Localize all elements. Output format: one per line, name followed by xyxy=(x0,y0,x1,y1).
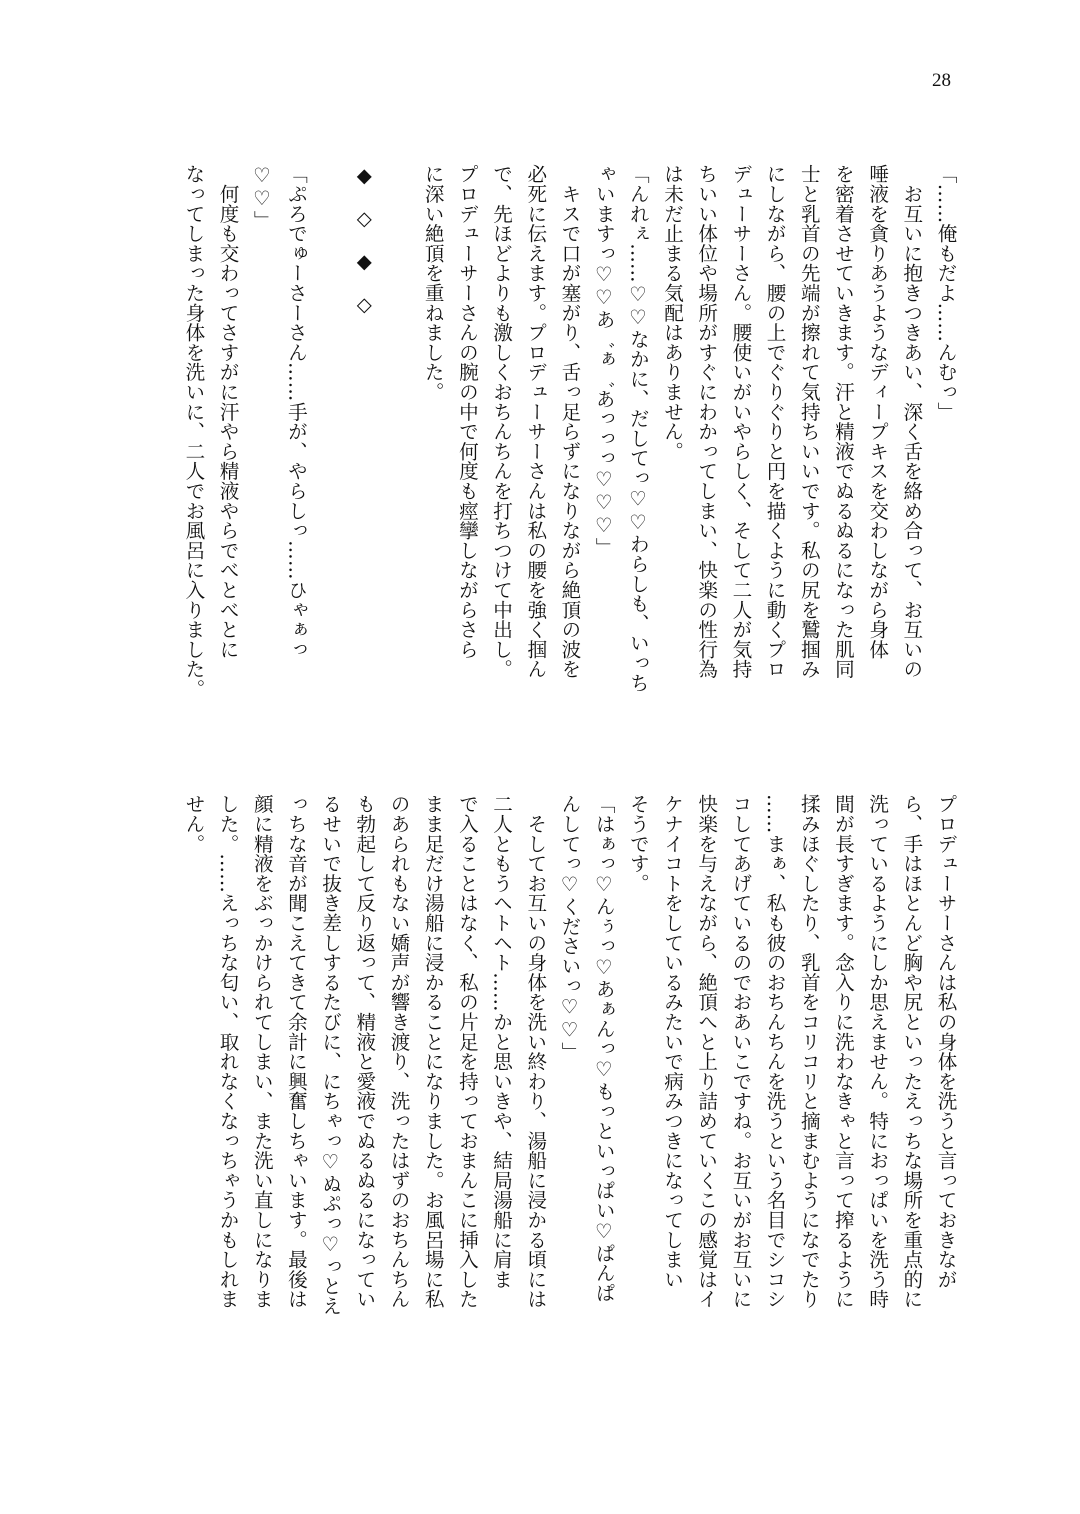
upper-text-tier xyxy=(162,164,962,764)
text-column: ◆ ◇ ◆ ◇ xyxy=(352,164,376,317)
text-column: 「はぁっ♡んぅっ♡あぁんっ♡もっといっぱい♡ぱんぱ xyxy=(592,794,616,1303)
text-column: を密着させていきます。汗と精液でぬるぬるになった肌同 xyxy=(831,164,855,679)
text-column: プロデューサーさんは私の身体を洗うと言っておきなが xyxy=(934,794,957,1289)
text-column: 間が長すぎます。念入りに洗わなきゃと言って搾るように xyxy=(831,794,855,1309)
text-column: で、先ほどよりも激しくおちんちんを打ちつけて中出し。 xyxy=(489,164,513,679)
page-number: 28 xyxy=(932,70,951,91)
text-column: 唾液を貪りあうようなディープキスを交わしながら身体 xyxy=(865,164,889,659)
text-column: っちな音が聞こえてきて余計に興奮しちゃいます。最後は xyxy=(284,794,308,1309)
text-column: せん。 xyxy=(181,794,205,854)
text-column: 何度も交わってさすがに汗やら精液やらでべとべとに xyxy=(216,164,240,659)
text-column: ……まぁ、私も彼のおちんちんを洗うという名目でシコシ xyxy=(763,794,787,1309)
text-column: 洗っているようにしか思えません。特におっぱいを洗う時 xyxy=(865,794,889,1309)
text-column: 必死に伝えます。プロデューサーさんは私の腰を強く掴ん xyxy=(523,164,547,679)
text-column: 士と乳首の先端が擦れて気持ちいいです。私の尻を鷲掴み xyxy=(797,164,821,679)
text-column: 二人ともうヘトヘト……かと思いきや、結局湯船に肩ま xyxy=(489,794,513,1289)
text-column: ゃいますっ♡♡あ゛ぁ゛あっっっ♡♡♡」 xyxy=(592,164,616,558)
text-column: 「……俺もだよ……んむっ」 xyxy=(934,164,957,422)
text-column: ちいい体位や場所がすぐにわかってしまい、快楽の性行為 xyxy=(694,164,718,679)
text-column: 「んれぇ……♡♡なかに、だしてっ♡♡わらしも、いっち xyxy=(626,164,650,693)
text-column xyxy=(312,164,346,764)
text-column: 揉みほぐしたり、乳首をコリコリと摘まむようになでたり xyxy=(797,794,821,1309)
text-column: ら、手はほとんど胸や尻といったえっちな場所を重点的に xyxy=(899,794,923,1309)
text-column: お互いに抱きつきあい、深く舌を絡め合って、お互いの xyxy=(899,164,923,679)
text-column xyxy=(381,164,415,764)
text-column: 顔に精液をぶっかけられてしまい、また洗い直しになりま xyxy=(250,794,274,1309)
text-column: そうです。 xyxy=(626,794,650,893)
text-column: で入ることはなく、私の片足を持っておまんこに挿入した xyxy=(455,794,479,1309)
text-column: ケナイコトをしているみたいで病みつきになってしまい xyxy=(660,794,684,1289)
text-column: るせいで抜き差しするたびに、にちゃっ♡ぬぷっ♡っとえ xyxy=(318,794,342,1316)
text-column: にしながら、腰の上でぐりぐりと円を描くように動くプロ xyxy=(763,164,787,679)
lower-text-tier xyxy=(162,794,962,1394)
text-column: に深い絶頂を重ねました。 xyxy=(421,164,445,402)
text-column: まま足だけ湯船に浸かることになりました。お風呂場に私 xyxy=(421,794,445,1309)
text-column: ♡♡」 xyxy=(250,164,274,231)
text-column: なってしまった身体を洗いに、二人でお風呂に入りました。 xyxy=(181,164,205,699)
text-column: した。……えっちな匂い、取れなくなっちゃうかもしれま xyxy=(216,794,240,1309)
text-column: も勃起して反り返って、精液と愛液でぬるぬるになってい xyxy=(352,794,376,1309)
text-column: キスで口が塞がり、舌っ足らずになりながら絶頂の波を xyxy=(557,164,581,679)
text-column: そしてお互いの身体を洗い終わり、湯船に浸かる頃には xyxy=(523,794,547,1309)
text-column: デューサーさん。腰使いがいやらしく、そして二人が気持 xyxy=(728,164,752,679)
text-column: のあられもない嬌声が響き渡り、洗ったはずのおちんちん xyxy=(387,794,410,1309)
text-column: んしてっ♡くださいっ♡♡」 xyxy=(557,794,581,1062)
text-column: 快楽を与えながら、絶頂へと上り詰めていくこの感覚はイ xyxy=(694,794,718,1309)
text-column: 「ぷろでゅーさーさん……手が、やらしっ……ひゃぁっ xyxy=(284,164,308,659)
text-column: は未だ止まる気配はありません。 xyxy=(660,164,684,461)
text-column: プロデューサーさんの腕の中で何度も痙攣しながらさら xyxy=(455,164,479,659)
text-column: コしてあげているのでおあいこですね。お互いがお互いに xyxy=(728,794,752,1309)
